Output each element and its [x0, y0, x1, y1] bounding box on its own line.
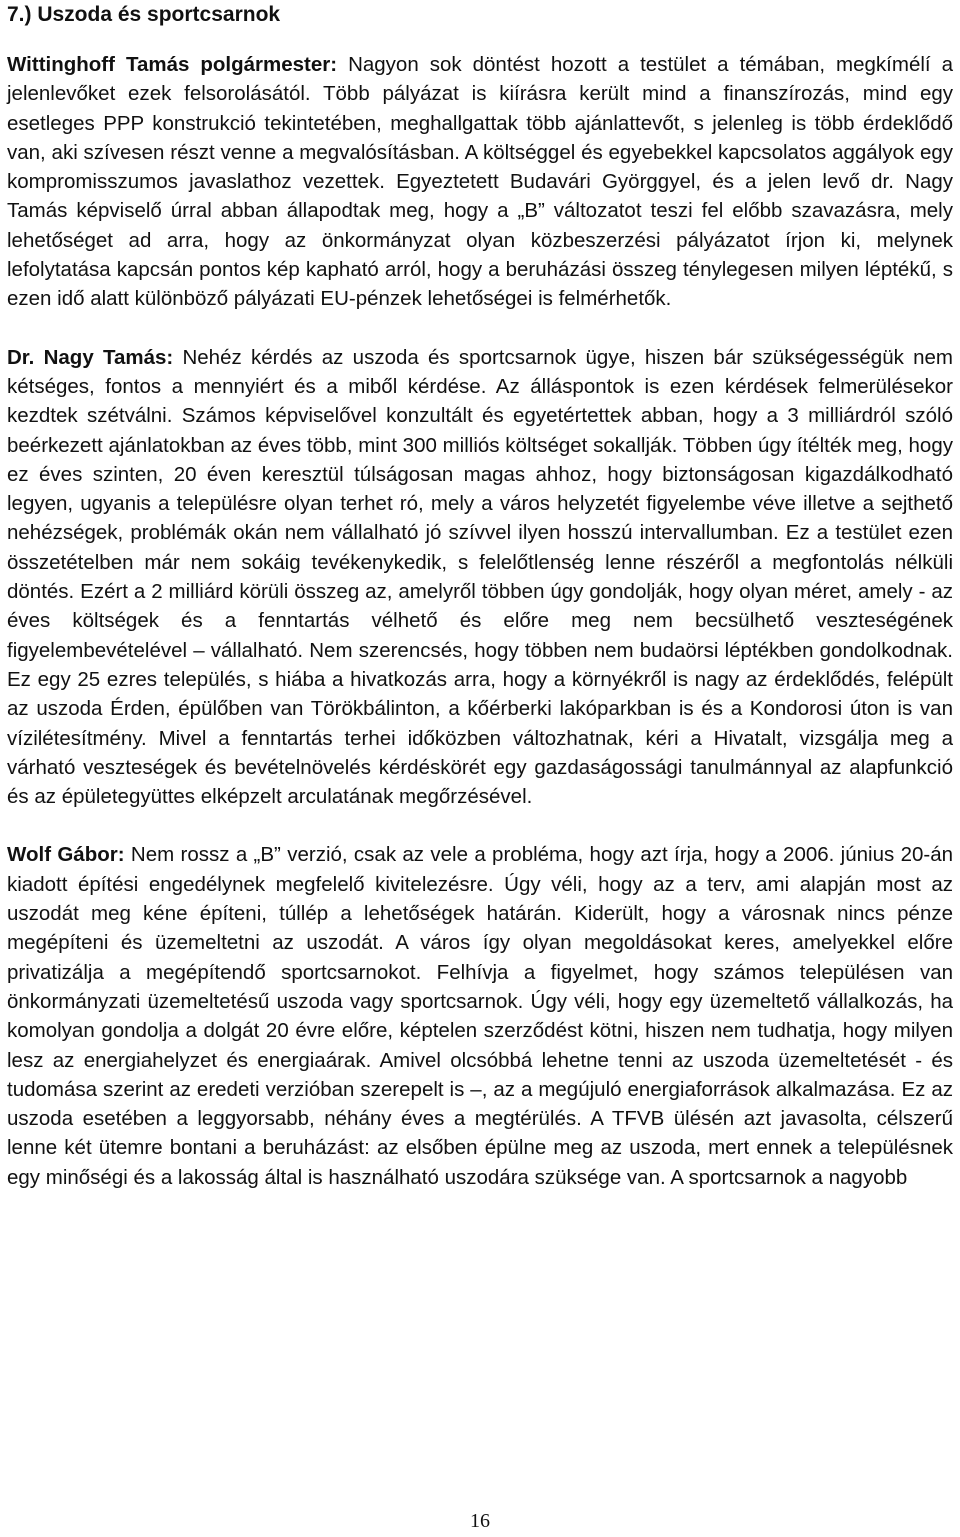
speaker-name: Wolf Gábor:: [7, 843, 125, 867]
page-number: 16: [470, 1510, 490, 1532]
section-title: 7.) Uszoda és sportcsarnok: [7, 3, 281, 26]
paragraph-nagy-tamas: [7, 343, 953, 812]
paragraph-mayor: [7, 50, 953, 314]
paragraph-text: Nehéz kérdés az uszoda és sportcsarnok ügye, hiszen bár szükségességük nem kétséges, fontos a mennyiért és a miből kérdése. Az álláspontok is ezen kérdések felmerülésekor kezdtek szétválni. Számos képviselővel konzultált és egyetértettek abban, hogy a 3 milliárdról szóló beérkezett ajánlatokban az éves több, mint 300 milliós költséget sokallják. Többen úgy ítélték meg, hogy ez éves szinten, 20 éven keresztül túlságosan magas ahhoz, hogy biztonságosan kigazdálkodható legyen, ugyanis a településre olyan terhet ró, mely a város helyzetét figyelembe véve illetve a sejthető nehézségek, problémák okán nem vállalható jó szívvel ilyen hosszú intervallumban. Ez a testület ezen összetételben már nem sokáig tevékenykedik, s felelőtlenség lenne részéről a megfontolás nélküli döntés. Ezért a 2 milliárd körüli összeg az, amelyről többen úgy gondolják, hogy olyan méret, amely - az éves költségek és a fenntartás vélhető és előre meg nem becsülhető veszteségének figyelembevételével – vállalható. Nem szerencsés, hogy többen nem budaörsi léptékben gondolkodnak. Ez egy 25 ezres település, s hiába a hivatkozás arra, hogy a környékről is nagy az érdeklődés, felépült az uszoda Érden, épülőben van Törökbálinton, a kőérberki lakóparkban is és a Kondorosi úton is van vízilétesítmény. Mivel a fenntartás terhei időközben változhatnak, kéri a Hivatalt, vizsgálja meg a várható veszteségek és bevételnövelés kérdéskörét egy gazdaságossági tanulmánnyal az alapfunkció és az épületegyüttes elképzelt arculatának megőrzésével.: [7, 345, 953, 809]
speaker-name: Wittinghoff Tamás polgármester:: [7, 53, 338, 76]
paragraph-text: Nem rossz a „B” verzió, csak az vele a probléma, hogy azt írja, hogy a 2006. június 20-án kiadott építési engedélynek megfelelő kivitelezésre. Úgy véli, hogy az a terv, ami alapján most az uszodát meg kéne építeni, túllép a lehetőségek határán. Kiderült, hogy a városnak nincs pénze megépíteni és üzemeltetni az uszodát. A város így olyan megoldásokat keres, amelyekkel előre privatizálja a megépítendő sportcsarnokot. Felhívja a figyelmet, hogy számos településen van önkormányzati üzemeltetésű uszoda vagy sportcsarnok. Úgy véli, hogy egy üzemeltető vállalkozás, ha komolyan gondolja a dolgát 20 évre előre, képtelen szerződést kötni, hiszen nem tudhatja, hogy milyen lesz az energiahelyzet és energiaárak. Amivel olcsóbbá lehetne tenni az uszoda üzemeltetését - és tudomása szerint az eredeti verzióban szerepelt is –, az a megújuló energiaforrások alkalmazása. Ez az uszoda esetében a leggyorsabb, néhány éves a megtérülés. A TFVB ülésén azt javasolta, célszerű lenne két ütemre bontani a beruházást: az elsőben épülne meg az uszoda, mert ennek a településnek egy minőségi és a lakosság által is használható uszodára szüksége van. A sportcsarnok a nagyobb: [7, 843, 953, 1189]
document-page: [7, 0, 953, 1221]
paragraph-wolf-gabor: [7, 840, 953, 1192]
speaker-name: Dr. Nagy Tamás:: [7, 345, 174, 369]
paragraph-text: Nagyon sok döntést hozott a testület a témában, megkímélí a jelenlevőket ezek felsorolásától. Több pályázat is kiírásra került mind a finanszírozás, mind egy esetleges PPP konstrukció tekintetében, meghallgattak több ajánlattevőt, s jelenleg is több érdeklődő van, aki szívesen részt venne a megvalósításban. A költséggel és egyebekkel kapcsolatos aggályok egy kompromisszumos javaslathoz vezettek. Egyeztetett Budavári Györggyel, és a jelen levő dr. Nagy Tamás képviselő úrral abban állapodtak meg, hogy a „B” változatot teszi fel előbb szavazásra, mely lehetőséget ad arra, hogy az önkormányzat olyan közbeszerzési pályázatot írjon ki, melynek lefolytatása kapcsán pontos kép kapható arról, hogy a beruházási összeg ténylegesen milyen léptékű, s ezen idő alatt különböző pályázati EU-pénzek lehetőségei is felmérhetők.: [7, 53, 953, 311]
